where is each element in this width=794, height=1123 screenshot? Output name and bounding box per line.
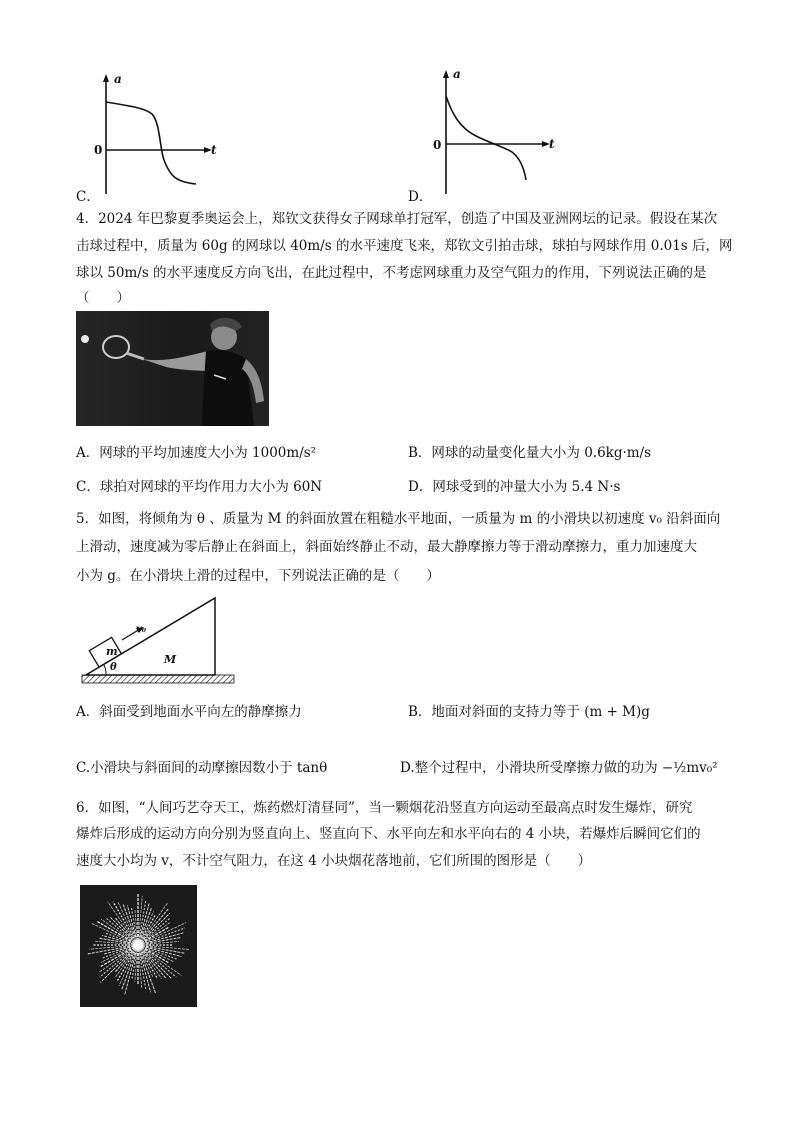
q4-option-a[interactable]: A．网球的平均加速度大小为 1000m/s²: [76, 445, 317, 461]
fig-mass-small-label: m: [106, 645, 118, 658]
angle-arc: [104, 665, 106, 675]
firework-ray: [118, 902, 136, 941]
ground: [82, 675, 234, 683]
racket-head: [103, 336, 129, 358]
q4-text-line-2: 击球过程中，质量为 60g 的网球以 40m/s 的水平速度飞来，郑钦文引拍击球，球拍与网球作用 0.01s 后，网: [76, 238, 733, 254]
q6-text-line-1: 6．如图，“人间巧艺夺天工，炼药燃灯清昼同”，当一颗烟花沿竖直方向运动至最高点时发生爆炸，研究: [76, 800, 693, 816]
fig-mass-large-label: M: [164, 653, 177, 666]
fireworks-photo: [80, 885, 197, 1007]
q5-text-line-2: 上滑动，速度减为零后静止在斜面上，斜面始终静止不动，最大静摩擦力等于滑动摩擦力，重力加速度大: [76, 539, 697, 555]
graph-d-plot: [430, 66, 570, 194]
q4-option-c[interactable]: C．球拍对网球的平均作用力大小为 60N: [76, 479, 323, 495]
graph-c-option-label: C．: [76, 189, 100, 205]
graph-d-origin: 0: [433, 138, 442, 152]
tennis-ball: [81, 335, 89, 343]
tennis-player-photo: [76, 311, 269, 426]
graph-d-option-label: D．: [408, 189, 433, 205]
graph-d-curve: [446, 96, 526, 180]
q5-text-line-3: 小为 g。在小滑块上滑的过程中，下列说法正确的是（ ）: [76, 568, 440, 584]
incline-figure: [76, 592, 241, 687]
q4-option-b[interactable]: B．网球的动量变化量大小为 0.6kg·m/s: [408, 445, 652, 461]
firework-ray: [101, 948, 136, 983]
fig-velocity-label: v₀: [136, 624, 147, 635]
graph-d-y-arrow: [443, 70, 449, 78]
graph-c-y-arrow: [103, 74, 109, 82]
q5-option-a[interactable]: A．斜面受到地面水平向左的静摩擦力: [76, 704, 302, 720]
graph-d-x-label: t: [549, 137, 555, 151]
q5-option-c[interactable]: C.小滑块与斜面间的动摩擦因数小于 tanθ: [76, 760, 328, 776]
q5-option-b[interactable]: B．地面对斜面的支持力等于 (m + M)g: [408, 704, 650, 720]
tennis-player-illustration: [76, 311, 269, 426]
fireworks-burst: [80, 885, 197, 1007]
q5-text-line-1: 5．如图，将倾角为 θ 、质量为 M 的斜面放置在粗糙水平地面，一质量为 m 的小滑块以初速度 v₀ 沿斜面向: [76, 511, 721, 527]
fig-angle-label: θ: [110, 662, 117, 673]
q4-text-line-1: 4．2024 年巴黎夏季奥运会上，郑钦文获得女子网球单打冠军，创造了中国及亚洲网坛的记录。假设在某次: [76, 211, 718, 227]
graph-c-x-label: t: [211, 143, 217, 157]
graph-c-plot: [90, 70, 230, 195]
firework-ray: [141, 948, 167, 979]
q4-answer-blank: （ ）: [76, 290, 130, 306]
firework-core: [133, 940, 143, 950]
q6-text-line-3: 速度大小均为 v，不计空气阻力，在这 4 小块烟花落地前，它们所围的图形是（ ）: [76, 853, 592, 869]
firework-ray: [96, 921, 134, 943]
q4-option-d[interactable]: D．网球受到的冲量大小为 5.4 N·s: [408, 479, 621, 495]
graph-c-y-label: a: [114, 72, 122, 86]
q6-text-line-2: 爆炸后形成的运动方向分别为竖直向上、竖直向下、水平向左和水平向右的 4 小块，若爆炸后瞬间它们的: [76, 826, 701, 842]
q5-option-d[interactable]: D.整个过程中，小滑块所受摩擦力做的功为 −½mv₀²: [400, 760, 718, 776]
racket-handle: [126, 353, 144, 359]
graph-d-y-label: a: [453, 67, 461, 81]
q4-text-line-3: 球以 50m/s 的水平速度反方向飞出，在此过程中，不考虑网球重力及空气阻力的作用，下列说法正确的是: [76, 265, 707, 281]
firework-ray: [138, 896, 142, 941]
graph-c-curve: [106, 102, 196, 184]
graph-c-origin: 0: [94, 143, 103, 157]
